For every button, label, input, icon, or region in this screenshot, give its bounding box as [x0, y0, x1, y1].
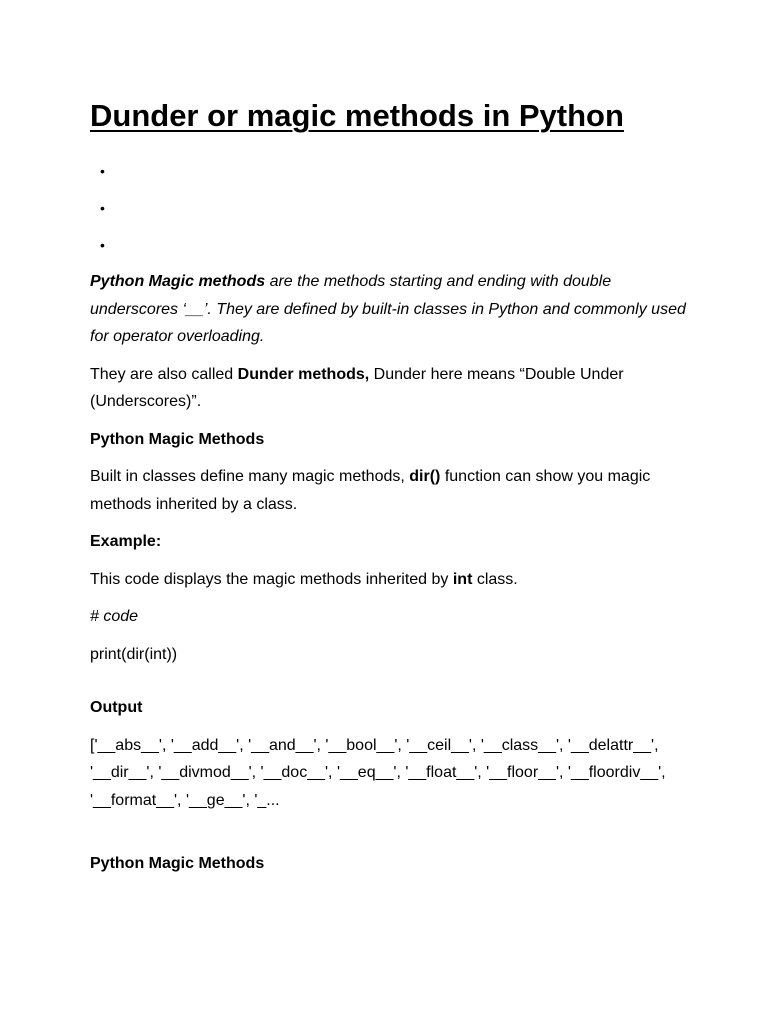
dunder-text-post: Dunder here means “Double Under (Underscores)”. [90, 365, 624, 410]
example-label: Example: [90, 533, 162, 550]
intro-bold-term: Python Magic methods [90, 273, 266, 290]
builtin-bold-term: dir() [409, 468, 441, 485]
section-heading: Python Magic Methods [90, 855, 265, 872]
bullet-list [100, 158, 120, 269]
document-title: Dunder or magic methods in Python [90, 98, 624, 133]
example-bold-term: int [452, 570, 473, 588]
document-body [90, 268, 690, 888]
list-item [100, 232, 120, 269]
intro-paragraph [90, 268, 690, 351]
dunder-paragraph [90, 361, 690, 416]
builtin-text-post: function can show you magic methods inherited by a class. [90, 468, 651, 513]
code-comment: # code [90, 608, 139, 625]
list-item [100, 158, 120, 195]
output-text: ['__abs__', '__add__', '__and__', '__bool__', '__ceil__', '__class__', '__delattr__', '__dir__', '__divmod__', '__doc__', '__eq__', '__float__', '__floor__', '__floordiv__', '__format__', '__ge__', '_... [90, 736, 666, 809]
example-text-pre: This code displays the magic methods inherited by [90, 570, 453, 588]
output-label: Output [90, 699, 143, 716]
list-item [100, 195, 120, 232]
builtin-text-pre: Built in classes define many magic methods, [90, 468, 410, 485]
example-text-post: class. [472, 570, 518, 588]
code-line: print(dir(int)) [90, 645, 178, 663]
intro-text: are the methods starting and ending with double underscores ‘__’. They are defined by built-in classes in Python and commonly used for operator overloading. [90, 273, 686, 345]
section-heading: Python Magic Methods [90, 430, 265, 448]
dunder-bold-term: Dunder methods, [237, 365, 370, 383]
example-paragraph [90, 566, 690, 594]
dunder-text-pre: They are also called [90, 365, 238, 383]
builtin-paragraph [90, 463, 690, 518]
